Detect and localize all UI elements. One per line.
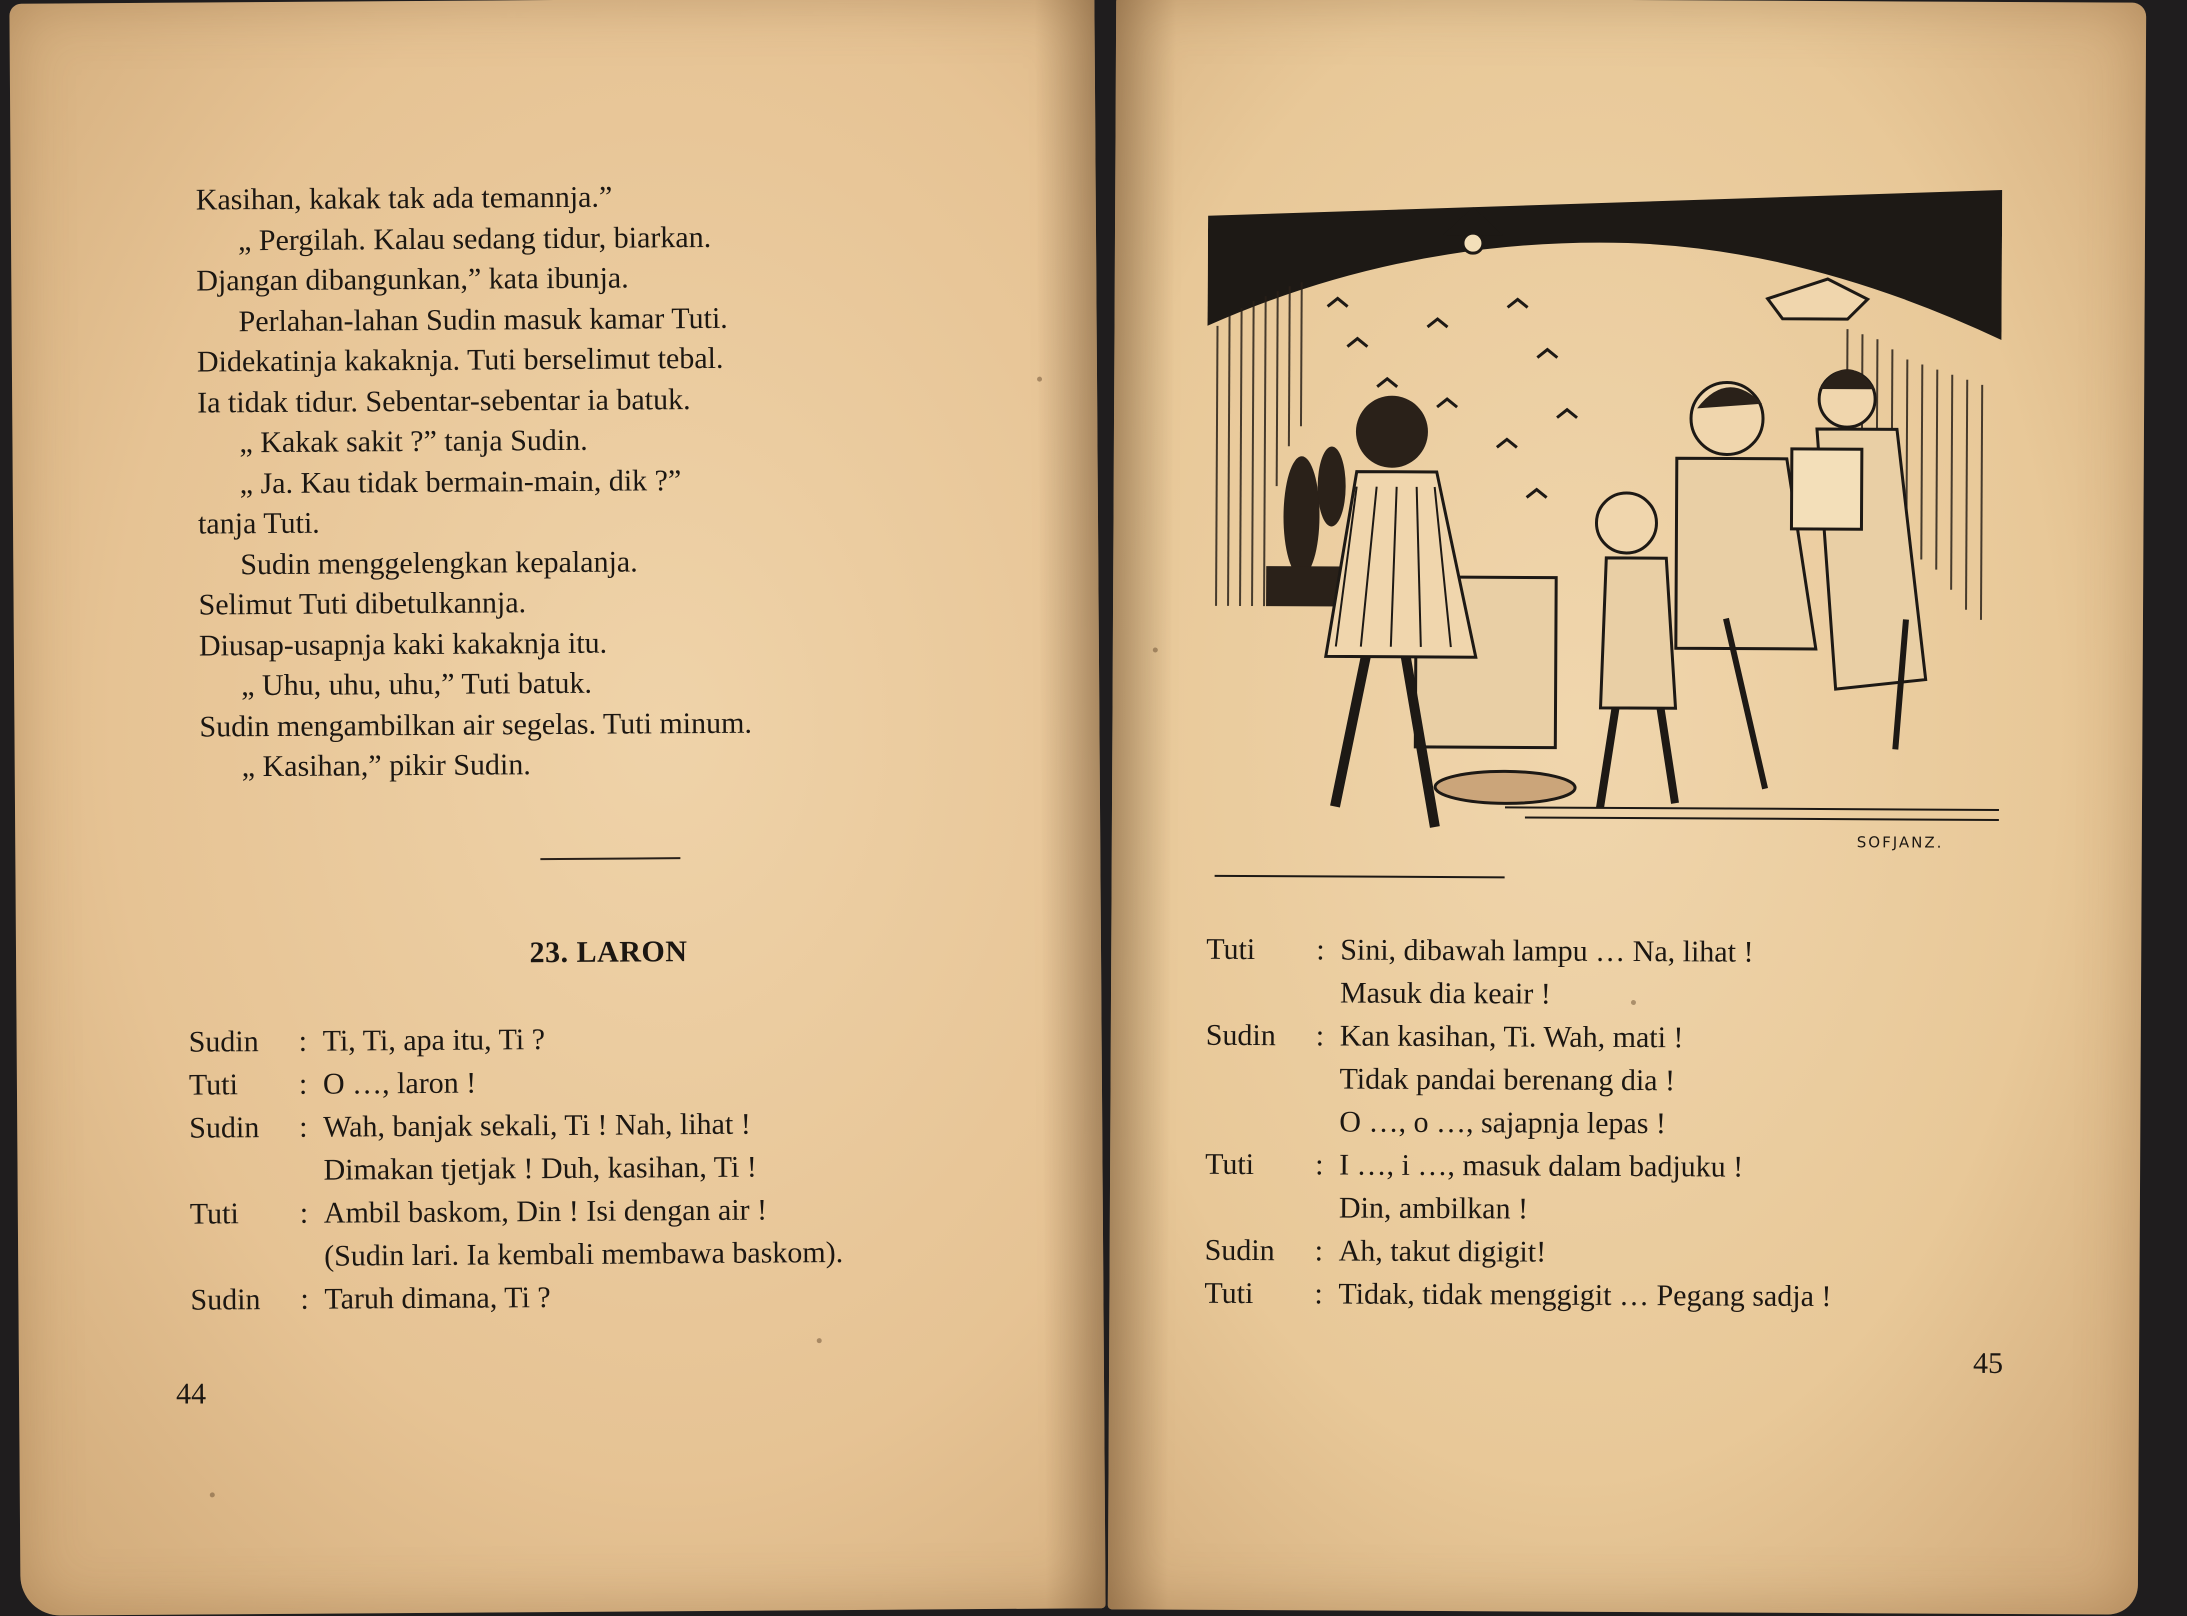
prose-line: „ Kakak sakit ?” tanja Sudin.: [239, 423, 588, 460]
prose-line: „ Pergilah. Kalau sedang tidur, biarkan.: [237, 220, 712, 257]
dialogue-line: [190, 1274, 843, 1322]
gutter-shadow: [1034, 0, 1105, 1609]
speaker-name: [1205, 1057, 1315, 1101]
dialogue-line: [189, 1059, 842, 1107]
prose-line: Diusap-usapnja kaki kakaknja itu.: [198, 626, 608, 662]
section-divider: [540, 857, 680, 860]
speaker-name: [190, 1235, 300, 1279]
dialogue-line: [1205, 1143, 1832, 1189]
page-number: 44: [175, 1377, 207, 1411]
dialogue-text: Kan kasihan, Ti. Wah, mati !: [1339, 1019, 1684, 1055]
speaker-name: [189, 1149, 299, 1193]
speaker-name: Sudin: [1205, 1018, 1276, 1053]
dialogue-line: [1205, 1057, 1832, 1103]
prose-line: „ Uhu, uhu, uhu,” Tuti batuk.: [241, 666, 593, 703]
speaker-colon: [299, 1149, 323, 1192]
speaker-name: Tuti: [1204, 1276, 1254, 1311]
illustration-laron-scene: [1205, 186, 2003, 892]
chapter-title: 23. LARON: [529, 935, 688, 970]
speaker-name: Sudin: [1204, 1233, 1275, 1268]
dialogue-line: [190, 1231, 843, 1279]
speaker-name: [1205, 1100, 1315, 1144]
prose-line: „ Kasihan,” pikir Sudin.: [241, 748, 531, 784]
dialogue-text: O …, o …, sajapnja lepas !: [1339, 1105, 1667, 1141]
paper-speck: [1631, 1000, 1636, 1005]
dialogue-line: [1206, 1014, 1833, 1060]
speaker-name: Tuti: [189, 1197, 239, 1231]
speaker-name: Tuti: [1205, 1147, 1255, 1182]
page-number: 45: [1973, 1346, 2004, 1380]
paper-speck: [210, 1492, 215, 1497]
paper-speck: [1153, 648, 1158, 653]
speaker-colon: :: [1314, 1277, 1323, 1311]
speaker-colon: [1315, 1100, 1339, 1143]
dialogue-text: O …, laron !: [322, 1066, 477, 1101]
dialogue-block: [1204, 928, 1833, 1318]
dialogue-text: Wah, banjak sekali, Ti ! Nah, lihat !: [323, 1107, 751, 1144]
speaker-colon: :: [299, 1196, 309, 1230]
left-page: [9, 0, 1105, 1616]
prose-line: Ia tidak tidur. Sebentar-sebentar ia batuk.: [197, 382, 691, 420]
dialogue-line: [1205, 1186, 1832, 1232]
dialogue-text: I …, i …, masuk dalam badjuku !: [1339, 1148, 1744, 1184]
speaker-colon: :: [1314, 1234, 1324, 1268]
dialogue-line: [189, 1102, 842, 1150]
dialogue-line: [1206, 971, 1833, 1017]
prose-line: Sudin menggelengkan kepalanja.: [240, 544, 638, 581]
dialogue-text: Taruh dimana, Ti ?: [324, 1281, 551, 1316]
speaker-name: Sudin: [189, 1111, 260, 1145]
dialogue-text: Masuk dia keair !: [1339, 976, 1551, 1011]
dialogue-text: Ti, Ti, apa itu, Ti ?: [322, 1023, 546, 1058]
dialogue-text: Ambil baskom, Din ! Isi dengan air !: [323, 1193, 768, 1230]
prose-line: tanja Tuti.: [197, 506, 320, 541]
dialogue-block: [188, 1016, 843, 1322]
speaker-name: Tuti: [1206, 932, 1256, 967]
prose-line: Djangan dibangunkan,” kata ibunja.: [196, 261, 629, 298]
prose-block: [196, 175, 920, 788]
paper-speck: [817, 1338, 822, 1343]
prose-line: Perlahan-lahan Sudin masuk kamar Tuti.: [238, 301, 728, 338]
dialogue-line: [1205, 1100, 1832, 1146]
speaker-colon: :: [298, 1024, 308, 1058]
dialogue-text: Dimakan tjetjak ! Duh, kasihan, Ti !: [323, 1150, 757, 1187]
speaker-name: Sudin: [188, 1025, 259, 1059]
speaker-colon: [300, 1235, 324, 1278]
prose-line: Kasihan, kakak tak ada temannja.”: [195, 180, 613, 217]
prose-line: Selimut Tuti dibetulkannja.: [198, 586, 527, 622]
prose-line: Didekatinja kakaknja. Tuti berselimut tebal.: [196, 341, 724, 379]
dialogue-line: [1204, 1272, 1831, 1318]
speaker-colon: :: [300, 1282, 309, 1316]
speaker-colon: [1315, 1057, 1339, 1100]
prose-line: Sudin mengambilkan air segelas. Tuti minum.: [199, 706, 753, 743]
speaker-colon: [1316, 971, 1340, 1014]
dialogue-text: Tidak pandai berenang dia !: [1339, 1062, 1676, 1098]
dialogue-text: Sini, dibawah lampu … Na, lihat !: [1340, 933, 1754, 969]
speaker-name: [1206, 971, 1316, 1015]
dialogue-text: Tidak, tidak menggigit … Pegang sadja !: [1338, 1277, 1832, 1314]
dialogue-line: [188, 1016, 841, 1064]
dialogue-text: Ah, takut digigit!: [1338, 1234, 1547, 1269]
speaker-name: Tuti: [188, 1068, 239, 1102]
paper-speck: [1037, 377, 1042, 382]
dialogue-text: (Sudin lari. Ia kembali membawa baskom).: [324, 1236, 844, 1273]
right-page: [1108, 0, 2146, 1615]
speaker-name: Sudin: [190, 1283, 261, 1317]
speaker-name: [1205, 1186, 1315, 1230]
speaker-colon: :: [299, 1110, 308, 1144]
dialogue-line: [1206, 928, 1833, 974]
speaker-colon: :: [1315, 1148, 1324, 1182]
speaker-colon: :: [298, 1067, 308, 1101]
speaker-colon: :: [1315, 1019, 1325, 1053]
dialogue-line: [190, 1188, 843, 1236]
dialogue-line: [1205, 1229, 1832, 1275]
gutter-shadow: [1108, 0, 1176, 1610]
speaker-colon: [1315, 1186, 1339, 1229]
prose-line: „ Ja. Kau tidak bermain-main, dik ?”: [239, 463, 682, 500]
illustration-signature: SOFJANZ.: [1856, 833, 1944, 852]
speaker-colon: :: [1316, 933, 1325, 967]
dialogue-line: [189, 1145, 842, 1193]
dialogue-text: Din, ambilkan !: [1338, 1191, 1529, 1226]
